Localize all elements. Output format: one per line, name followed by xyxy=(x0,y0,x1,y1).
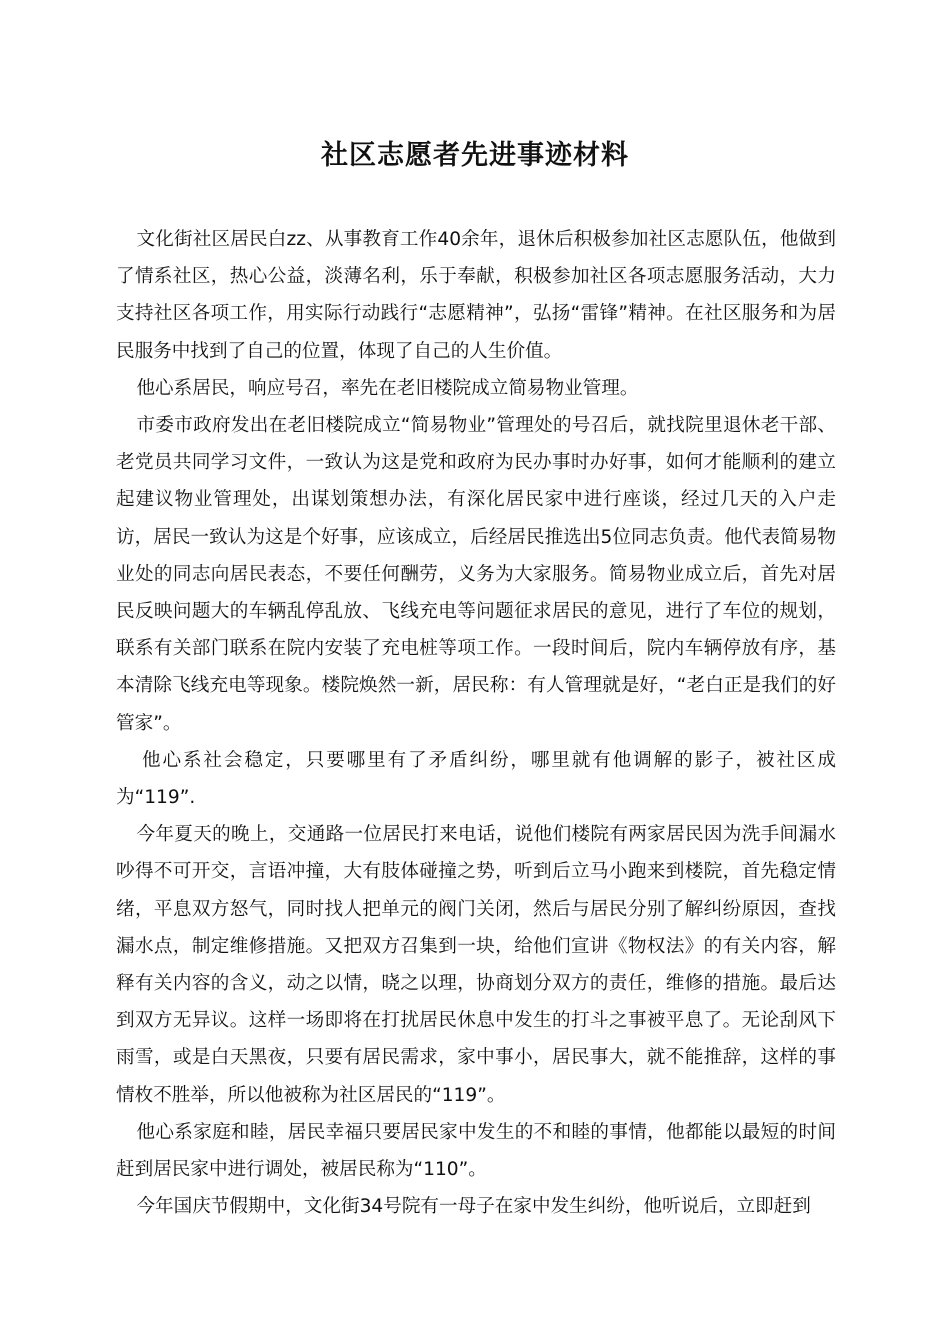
paragraph-heading-110: 他心系家庭和睦，居民幸福只要居民家中发生的不和睦的事情，他都能以最短的时间赶到居民家中进行调处，被居民称为“110”。 xyxy=(116,1121,836,1181)
paragraph-110-story: 今年国庆节假期中，文化街34号院有一母子在家中发生纠纷，他听说后，立即赶到 xyxy=(136,1196,811,1218)
document-title: 社区志愿者先进事迹材料 xyxy=(321,140,629,171)
paragraph-property-management: 市委市政府发出在老旧楼院成立“简易物业”管理处的号召后，就找院里退休老干部、老党员共同学习文件，一致认为这是党和政府为民办事时办好事，如何才能顺利的建立起建议物业管理处，出谋划策想办法，有深化居民家中进行座谈，经过几天的入户走访，居民一致认为这是个好事，应该成立，后经居民推选出5位同志负责。他代表简易物业处的同志向居民表态，不要任何酬劳，义务为大家服务。简易物业成立后，首先对居民反映问题大的车辆乱停乱放、飞线充电等问题征求居民的意见，进行了车位的规划，联系有关部门联系在院内安装了充电桩等项工作。一段时间后，院内车辆停放有序，基本清除飞线充电等现象。楼院焕然一新，居民称：有人管理就是好，“老白正是我们的好管家”。 xyxy=(116,415,836,734)
document-body xyxy=(116,221,836,1225)
paragraph-119-story: 今年夏天的晚上，交通路一位居民打来电话，说他们楼院有两家居民因为洗手间漏水吵得不可开交，言语冲撞，大有肢体碰撞之势，听到后立马小跑来到楼院，首先稳定情绪，平息双方怒气，同时找人把单元的阀门关闭，然后与居民分别了解纠纷原因，查找漏水点，制定维修措施。又把双方召集到一块，给他们宣讲《物权法》的有关内容，解释有关内容的含义，动之以情，晓之以理，协商划分双方的责任，维修的措施。最后达到双方无异议。这样一场即将在打扰居民休息中发生的打斗之事被平息了。无论刮风下雨雪，或是白天黑夜，只要有居民需求，家中事小，居民事大，就不能推辞，这样的事情枚不胜举，所以他被称为社区居民的“119”。 xyxy=(116,824,836,1106)
paragraph-heading-119: 他心系社会稳定，只要哪里有了矛盾纠纷，哪里就有他调解的影子，被社区成为“119”. xyxy=(116,749,836,809)
paragraph-intro: 文化街社区居民白zz、从事教育工作40余年，退休后积极参加社区志愿队伍，他做到了情系社区，热心公益，淡薄名利，乐于奉献，积极参加社区各项志愿服务活动，大力支持社区各项工作，用实际行动践行“志愿精神”，弘扬“雷锋”精神。在社区服务和为居民服务中找到了自己的位置，体现了自己的人生价值。 xyxy=(116,229,836,362)
paragraph-heading-property: 他心系居民，响应号召，率先在老旧楼院成立简易物业管理。 xyxy=(136,377,639,399)
